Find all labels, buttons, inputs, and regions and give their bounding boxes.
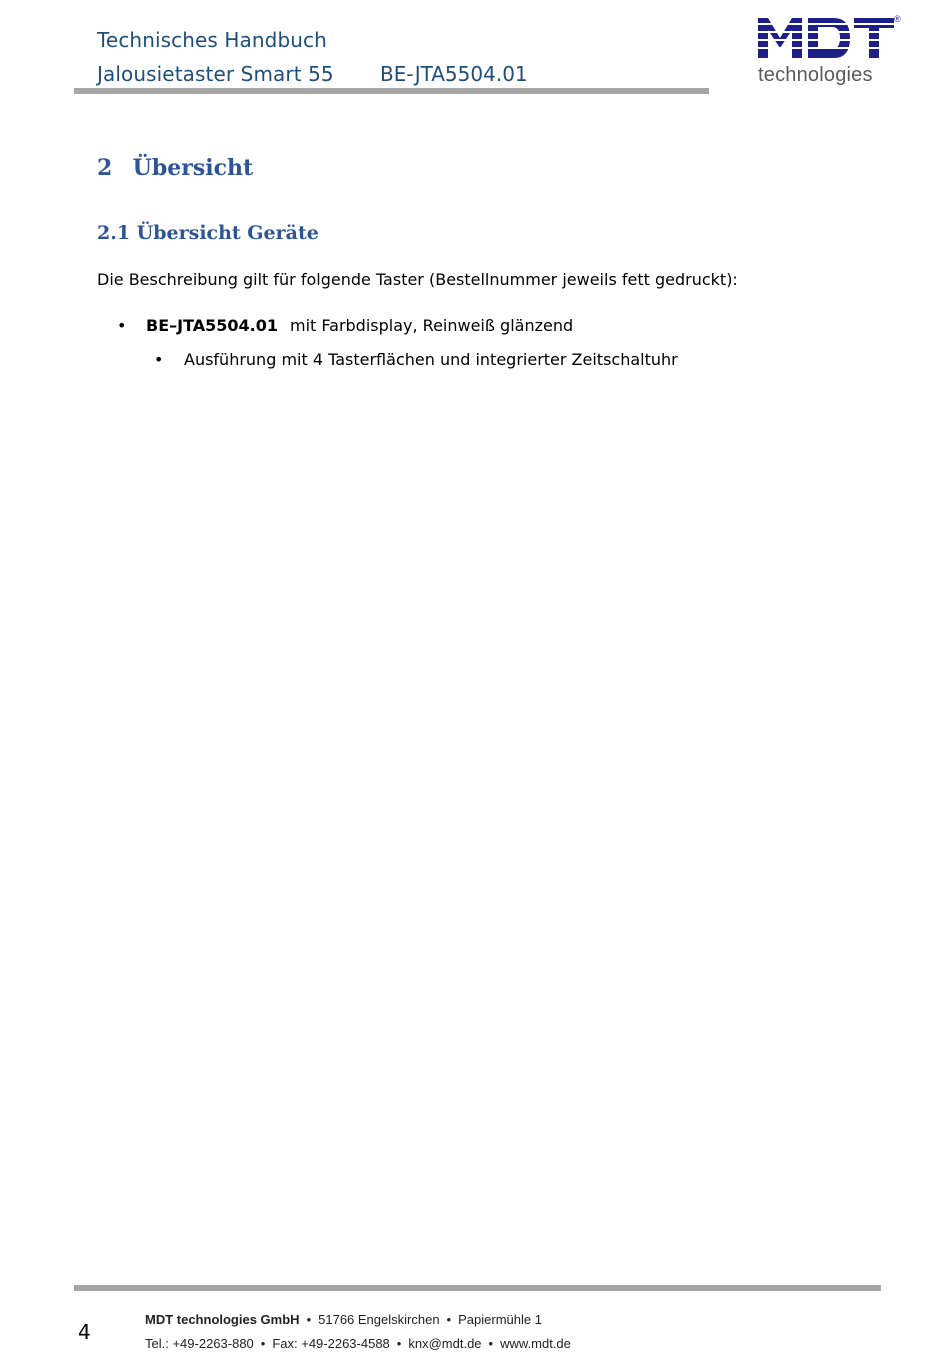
footer-company: MDT technologies GmbH bbox=[145, 1312, 300, 1327]
footer-tel: Tel.: +49-2263-880 bbox=[145, 1336, 254, 1351]
subsection-heading: 2.1 Übersicht Geräte bbox=[97, 222, 319, 244]
section-title: Übersicht bbox=[132, 155, 254, 181]
footer-city: 51766 Engelskirchen bbox=[318, 1312, 440, 1327]
item-text: mit Farbdisplay, Reinweiß glänzend bbox=[290, 316, 574, 335]
page-number: 4 bbox=[78, 1320, 91, 1344]
footer-sep: • bbox=[396, 1336, 402, 1351]
footer-contact-line bbox=[145, 1336, 571, 1351]
header-product-code: BE-JTA5504.01 bbox=[380, 62, 528, 86]
item-code: BE–JTA5504.01 bbox=[146, 316, 279, 335]
section-heading bbox=[97, 155, 253, 181]
footer-rule bbox=[74, 1285, 881, 1291]
registered-mark: ® bbox=[894, 14, 901, 24]
header-product-name: Jalousietaster Smart 55 bbox=[97, 62, 334, 86]
footer-sep: • bbox=[488, 1336, 494, 1351]
section-number: 2 bbox=[97, 155, 113, 181]
logo-wordmark: technologies bbox=[758, 64, 873, 86]
footer-address-line bbox=[145, 1312, 542, 1327]
footer-street: Papiermühle 1 bbox=[458, 1312, 542, 1327]
sub-item-text: Ausführung mit 4 Tasterflächen und integrierter Zeitschaltuhr bbox=[184, 350, 678, 369]
footer-sep: • bbox=[446, 1312, 452, 1327]
header-title: Technisches Handbuch bbox=[97, 28, 327, 52]
footer-fax: Fax: +49-2263-4588 bbox=[272, 1336, 390, 1351]
footer-sep: • bbox=[260, 1336, 266, 1351]
footer-sep: • bbox=[306, 1312, 312, 1327]
sub-list-item bbox=[154, 350, 678, 369]
footer-email-link[interactable]: knx@mdt.de bbox=[408, 1336, 482, 1351]
list-item bbox=[117, 316, 573, 335]
bullet: • bbox=[117, 316, 127, 335]
footer-web-link[interactable]: www.mdt.de bbox=[500, 1336, 571, 1351]
bullet: • bbox=[154, 350, 164, 369]
header-rule bbox=[74, 88, 709, 94]
intro-paragraph: Die Beschreibung gilt für folgende Taster (Bestellnummer jeweils fett gedruckt): bbox=[97, 270, 738, 289]
